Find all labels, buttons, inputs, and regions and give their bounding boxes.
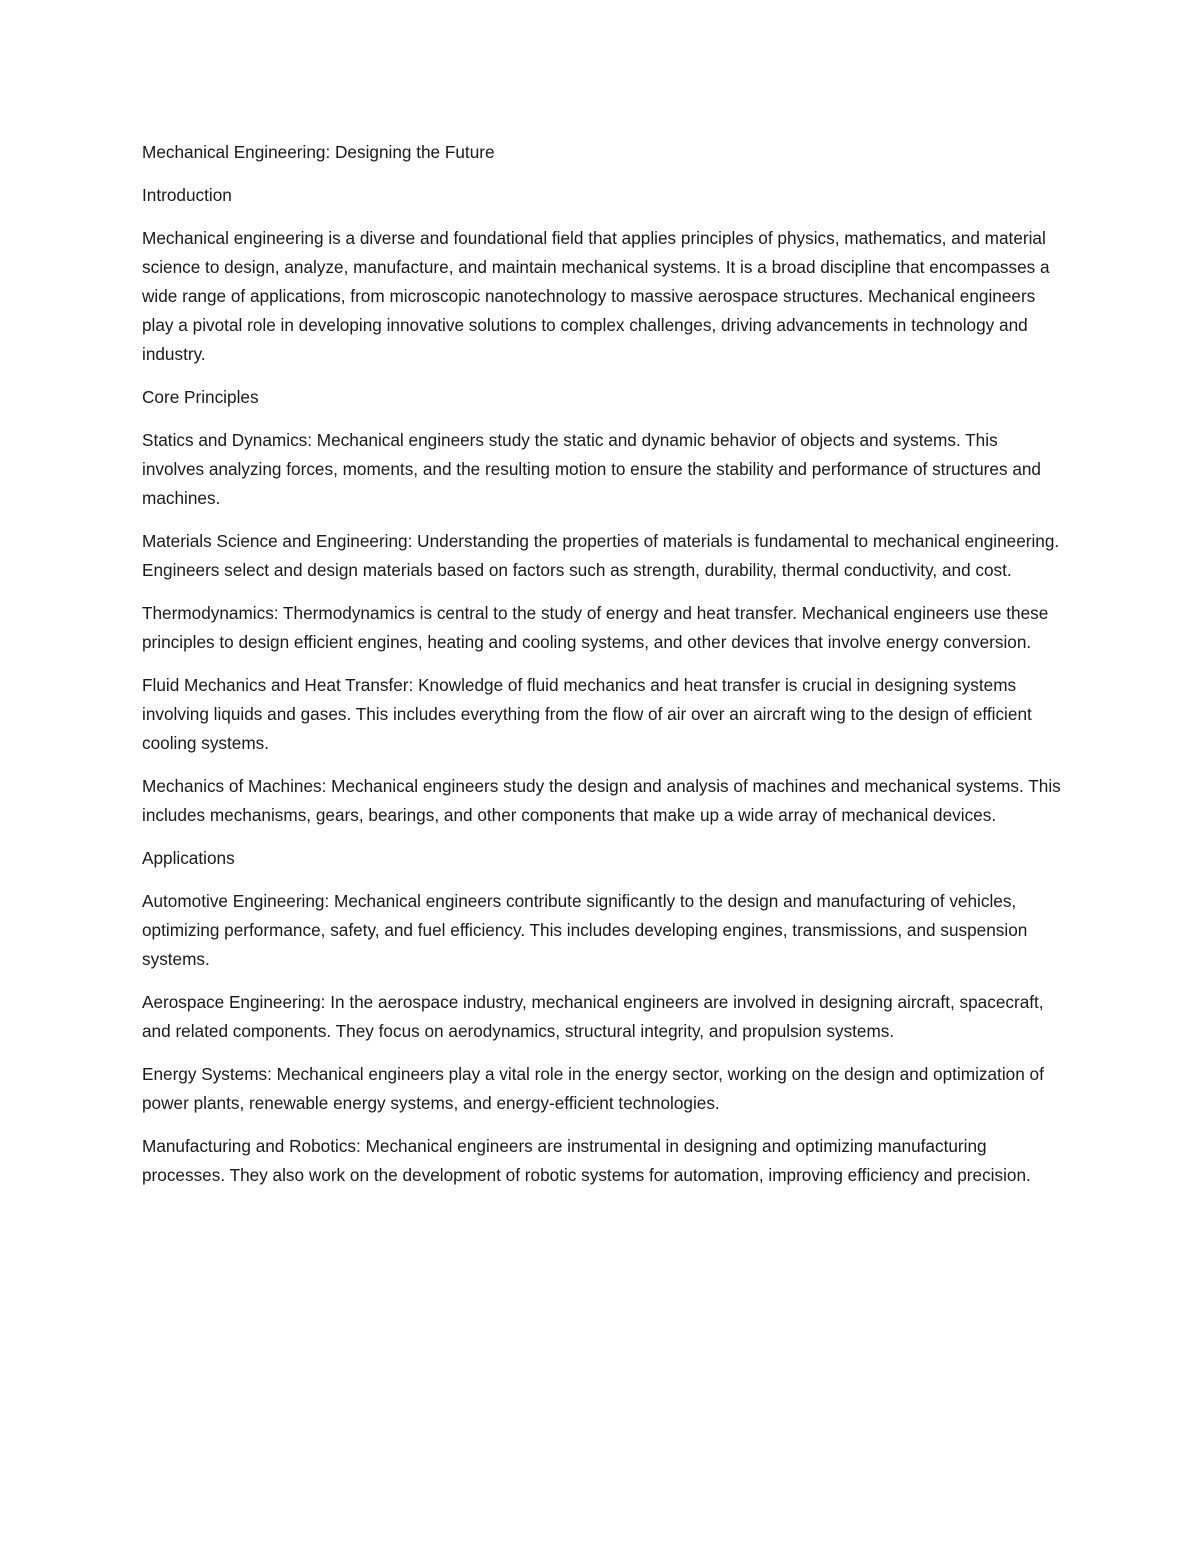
paragraph-energy-systems: Energy Systems: Mechanical engineers play a vital role in the energy sector, working on the design and optimization of power plants, renewable energy systems, and energy-efficient technologies. [142,1064,1044,1113]
section-heading-applications: Applications [142,848,235,868]
paragraph-thermodynamics: Thermodynamics: Thermodynamics is central to the study of energy and heat transfer. Mechanical engineers use these principles to design efficient engines, heating and cooling systems, and other devices that involve energy conversion. [142,603,1049,652]
paragraph-statics-dynamics: Statics and Dynamics: Mechanical engineers study the static and dynamic behavior of objects and systems. This involves analyzing forces, moments, and the resulting motion to ensure the stability and performance of structures and machines. [142,430,1041,508]
paragraph-manufacturing-robotics: Manufacturing and Robotics: Mechanical engineers are instrumental in designing and optimizing manufacturing processes. They also work on the development of robotic systems for automation, improving efficiency and precision. [142,1136,1031,1185]
paragraph-automotive: Automotive Engineering: Mechanical engineers contribute significantly to the design and manufacturing of vehicles, optimizing performance, safety, and fuel efficiency. This includes developing engines, transmissions, and suspension systems. [142,891,1028,969]
paragraph-mechanics-of-machines: Mechanics of Machines: Mechanical engineers study the design and analysis of machines and mechanical systems. This includes mechanisms, gears, bearings, and other components that make up a wide array of mechanical devices. [142,776,1061,825]
document-body [142,138,1062,1204]
section-heading-core-principles: Core Principles [142,387,259,407]
section-heading-introduction: Introduction [142,185,232,205]
paragraph-introduction: Mechanical engineering is a diverse and foundational field that applies principles of physics, mathematics, and material science to design, analyze, manufacture, and maintain mechanical systems. It is a broad discipline that encompasses a wide range of applications, from microscopic nanotechnology to massive aerospace structures. Mechanical engineers play a pivotal role in developing innovative solutions to complex challenges, driving advancements in technology and industry. [142,228,1050,364]
paragraph-aerospace: Aerospace Engineering: In the aerospace industry, mechanical engineers are involved in designing aircraft, spacecraft, and related components. They focus on aerodynamics, structural integrity, and propulsion systems. [142,992,1044,1041]
paragraph-materials-science: Materials Science and Engineering: Understanding the properties of materials is fundamental to mechanical engineering. Engineers select and design materials based on factors such as strength, durability, thermal conductivity, and cost. [142,531,1060,580]
paragraph-fluid-mechanics: Fluid Mechanics and Heat Transfer: Knowledge of fluid mechanics and heat transfer is crucial in designing systems involving liquids and gases. This includes everything from the flow of air over an aircraft wing to the design of efficient cooling systems. [142,675,1032,753]
document-title: Mechanical Engineering: Designing the Future [142,142,495,162]
